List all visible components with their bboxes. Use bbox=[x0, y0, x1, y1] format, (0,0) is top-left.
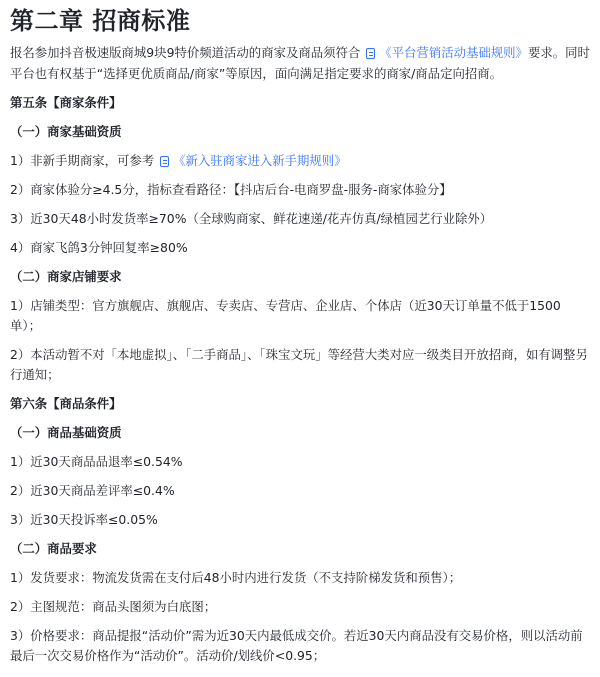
article6-heading: 第六条【商品条件】 bbox=[10, 396, 122, 411]
document-icon bbox=[160, 156, 169, 167]
product-req-2: 2）近30天商品差评率≤0.4% bbox=[10, 483, 175, 498]
article6-sub1-heading: （一）商品基础资质 bbox=[10, 425, 122, 440]
goods-req-1: 1）发货要求：物流发货需在支付后48小时内进行发货（不支持阶梯发货和预售）； bbox=[10, 570, 462, 585]
platform-rules-link[interactable]: 《平台营销活动基础规则》 bbox=[379, 45, 528, 60]
merchant-req-4: 4）商家飞鸽3分钟回复率≥80% bbox=[10, 240, 188, 255]
article5-heading: 第五条【商家条件】 bbox=[10, 95, 122, 110]
intro-text-before: 报名参加抖音极速版商城9块9特价频道活动的商家及商品须符合 bbox=[10, 45, 365, 60]
merchant-req-1-text: 1）非新手期商家，可参考 bbox=[10, 153, 159, 168]
product-req-3: 3）近30天投诉率≤0.05% bbox=[10, 512, 158, 527]
goods-req-3: 3）价格要求：商品提报“活动价”需为近30天内最低成交价。若近30天内商品没有交易价格，则以活动前最后一次交易价格作为“活动价”。活动价/划线价<0.95； bbox=[10, 628, 583, 663]
merchant-req-2: 2）商家体验分≥4.5分，指标查看路径：【抖店后台-电商罗盘-服务-商家体验分】 bbox=[10, 182, 452, 197]
intro-text-after: 要求。同时平台也有权基于“选择更优质商品/商家”等原因，面向满足指定要求的商家/商品定向招商。 bbox=[10, 45, 590, 81]
intro-paragraph bbox=[10, 42, 590, 84]
document-icon bbox=[366, 48, 375, 59]
article5-sub2-heading: （二）商家店铺要求 bbox=[10, 269, 122, 284]
product-req-1: 1）近30天商品品退率≤0.54% bbox=[10, 454, 183, 469]
shop-req-1: 1）店铺类型：官方旗舰店、旗舰店、专卖店、专营店、企业店、个体店（近30天订单量不低于1500单）； bbox=[10, 298, 561, 333]
chapter-title: 第二章 招商标准 bbox=[10, 7, 191, 35]
article5-sub1-heading: （一）商家基础资质 bbox=[10, 124, 122, 139]
article6-sub2-heading: （二）商品要求 bbox=[10, 541, 97, 556]
newbie-rules-link[interactable]: 《新入驻商家进入新手期规则》 bbox=[173, 153, 347, 168]
goods-req-2: 2）主图规范：商品头图须为白底图； bbox=[10, 599, 217, 614]
merchant-req-1 bbox=[10, 151, 590, 171]
merchant-req-3: 3）近30天48小时发货率≥70%（全球购商家、鲜花速递/花卉仿真/绿植园艺行业除外） bbox=[10, 211, 493, 226]
shop-req-2: 2）本活动暂不对「本地虚拟」、「二手商品」、「珠宝文玩」等经营大类对应一级类目开放招商，如有调整另行通知； bbox=[10, 347, 588, 382]
